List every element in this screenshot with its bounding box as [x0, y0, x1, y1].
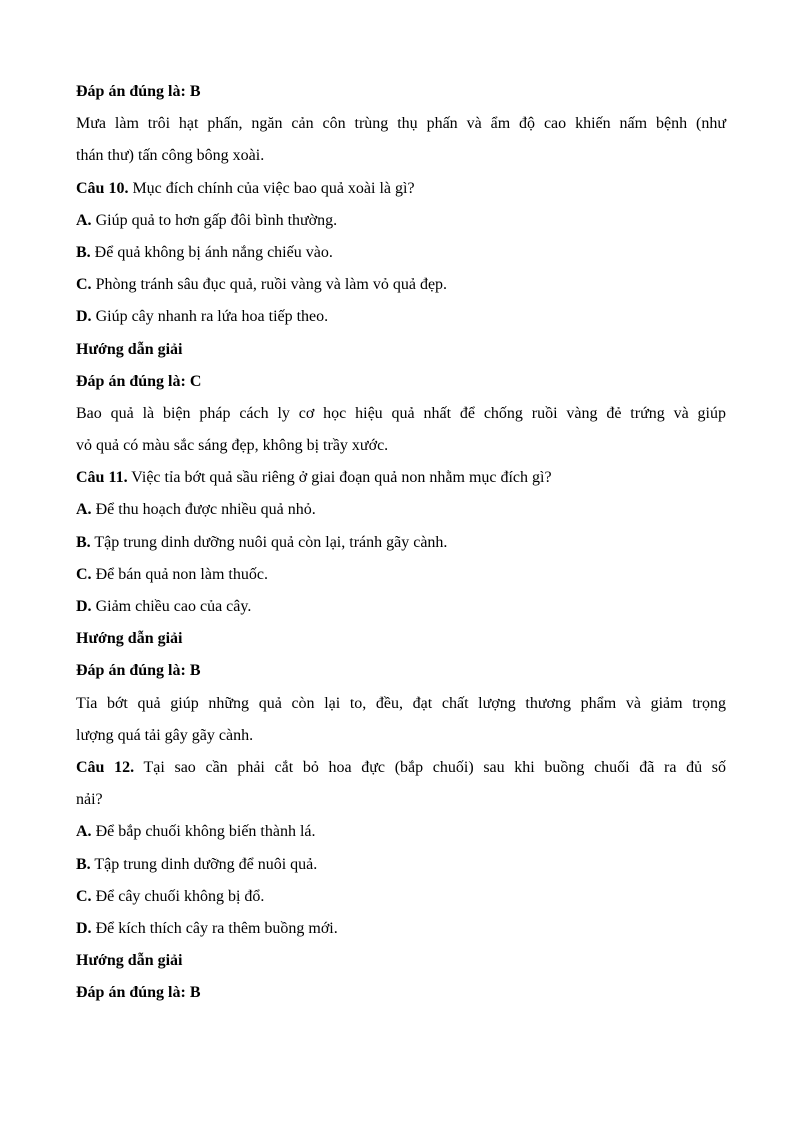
option-letter: B. [76, 243, 91, 261]
option-text: Giảm chiều cao của cây. [91, 598, 252, 615]
option-c [76, 881, 726, 913]
option-b [76, 527, 726, 559]
question-text: Tại sao cần phải cắt bỏ hoa đực (bắp chuối) sau khi buồng chuối đã ra đủ số [134, 758, 727, 776]
question-label: Câu 12. [76, 758, 135, 776]
option-letter: A. [76, 823, 92, 841]
explanation-line: vỏ quả có màu sắc sáng đẹp, không bị trầy xước. [76, 437, 389, 455]
option-a [76, 205, 726, 237]
option-d [76, 913, 726, 945]
explanation-line: Bao quả là biện pháp cách ly cơ học hiệu quả nhất để chống ruồi vàng đẻ trứng và giúp [76, 404, 726, 422]
question-12-stem [76, 752, 726, 784]
option-letter: C. [76, 565, 92, 583]
option-letter: C. [76, 276, 92, 294]
option-text: Để cây chuối không bị đổ. [91, 887, 265, 905]
option-c [76, 559, 726, 591]
option-letter: D. [76, 598, 92, 615]
document-page [76, 76, 726, 1009]
option-text: Để quả không bị ánh nắng chiếu vào. [90, 243, 333, 261]
guide-heading: Hướng dẫn giải [76, 630, 183, 648]
option-text: Tập trung dinh dưỡng nuôi quả còn lại, tránh gãy cành. [90, 533, 448, 551]
option-letter: A. [76, 211, 92, 229]
option-letter: D. [76, 919, 92, 937]
option-a [76, 494, 726, 526]
option-text: Phòng tránh sâu đục quả, ruồi vàng và làm vỏ quả đẹp. [91, 276, 448, 294]
option-letter: B. [76, 855, 91, 873]
question-12-stem-cont: nải? [76, 791, 103, 809]
option-text: Để thu hoạch được nhiều quả nhỏ. [91, 501, 316, 519]
option-d [76, 591, 726, 623]
question-label: Câu 10. [76, 179, 129, 197]
question-text: Việc tỉa bớt quả sầu riêng ở giai đoạn quả non nhằm mục đích gì? [127, 469, 552, 487]
option-letter: D. [76, 308, 92, 326]
explanation-line: thán thư) tấn công bông xoài. [76, 147, 265, 165]
answer-line: Đáp án đúng là: C [76, 372, 202, 390]
option-text: Để kích thích cây ra thêm buồng mới. [91, 919, 338, 937]
option-d [76, 301, 726, 333]
option-text: Giúp quả to hơn gấp đôi bình thường. [91, 211, 338, 229]
guide-heading: Hướng dẫn giải [76, 340, 183, 358]
question-label: Câu 11. [76, 469, 128, 487]
option-letter: C. [76, 887, 92, 905]
option-letter: A. [76, 501, 92, 519]
option-letter: B. [76, 533, 91, 551]
question-text: Mục đích chính của việc bao quả xoài là gì? [128, 179, 415, 197]
option-b [76, 237, 726, 269]
explanation-line: Mưa làm trôi hạt phấn, ngăn cản côn trùng thụ phấn và ẩm độ cao khiến nấm bệnh (như [76, 115, 726, 133]
option-text: Tập trung dinh dưỡng để nuôi quả. [90, 855, 318, 873]
option-text: Giúp cây nhanh ra lứa hoa tiếp theo. [91, 308, 329, 326]
question-10-stem [76, 173, 726, 205]
question-11-stem [76, 462, 726, 494]
guide-heading: Hướng dẫn giải [76, 952, 183, 970]
option-c [76, 269, 726, 301]
answer-line: Đáp án đúng là: B [76, 83, 201, 100]
explanation-line: Tỉa bớt quả giúp những quả còn lại to, đều, đạt chất lượng thương phẩm và giảm trọng [76, 694, 726, 712]
option-text: Để bán quả non làm thuốc. [91, 565, 268, 583]
answer-line: Đáp án đúng là: B [76, 984, 201, 1002]
option-text: Để bắp chuối không biến thành lá. [91, 823, 316, 841]
option-a [76, 816, 726, 848]
option-b [76, 849, 726, 881]
explanation-line: lượng quá tải gây gãy cành. [76, 726, 254, 744]
answer-line: Đáp án đúng là: B [76, 662, 201, 680]
